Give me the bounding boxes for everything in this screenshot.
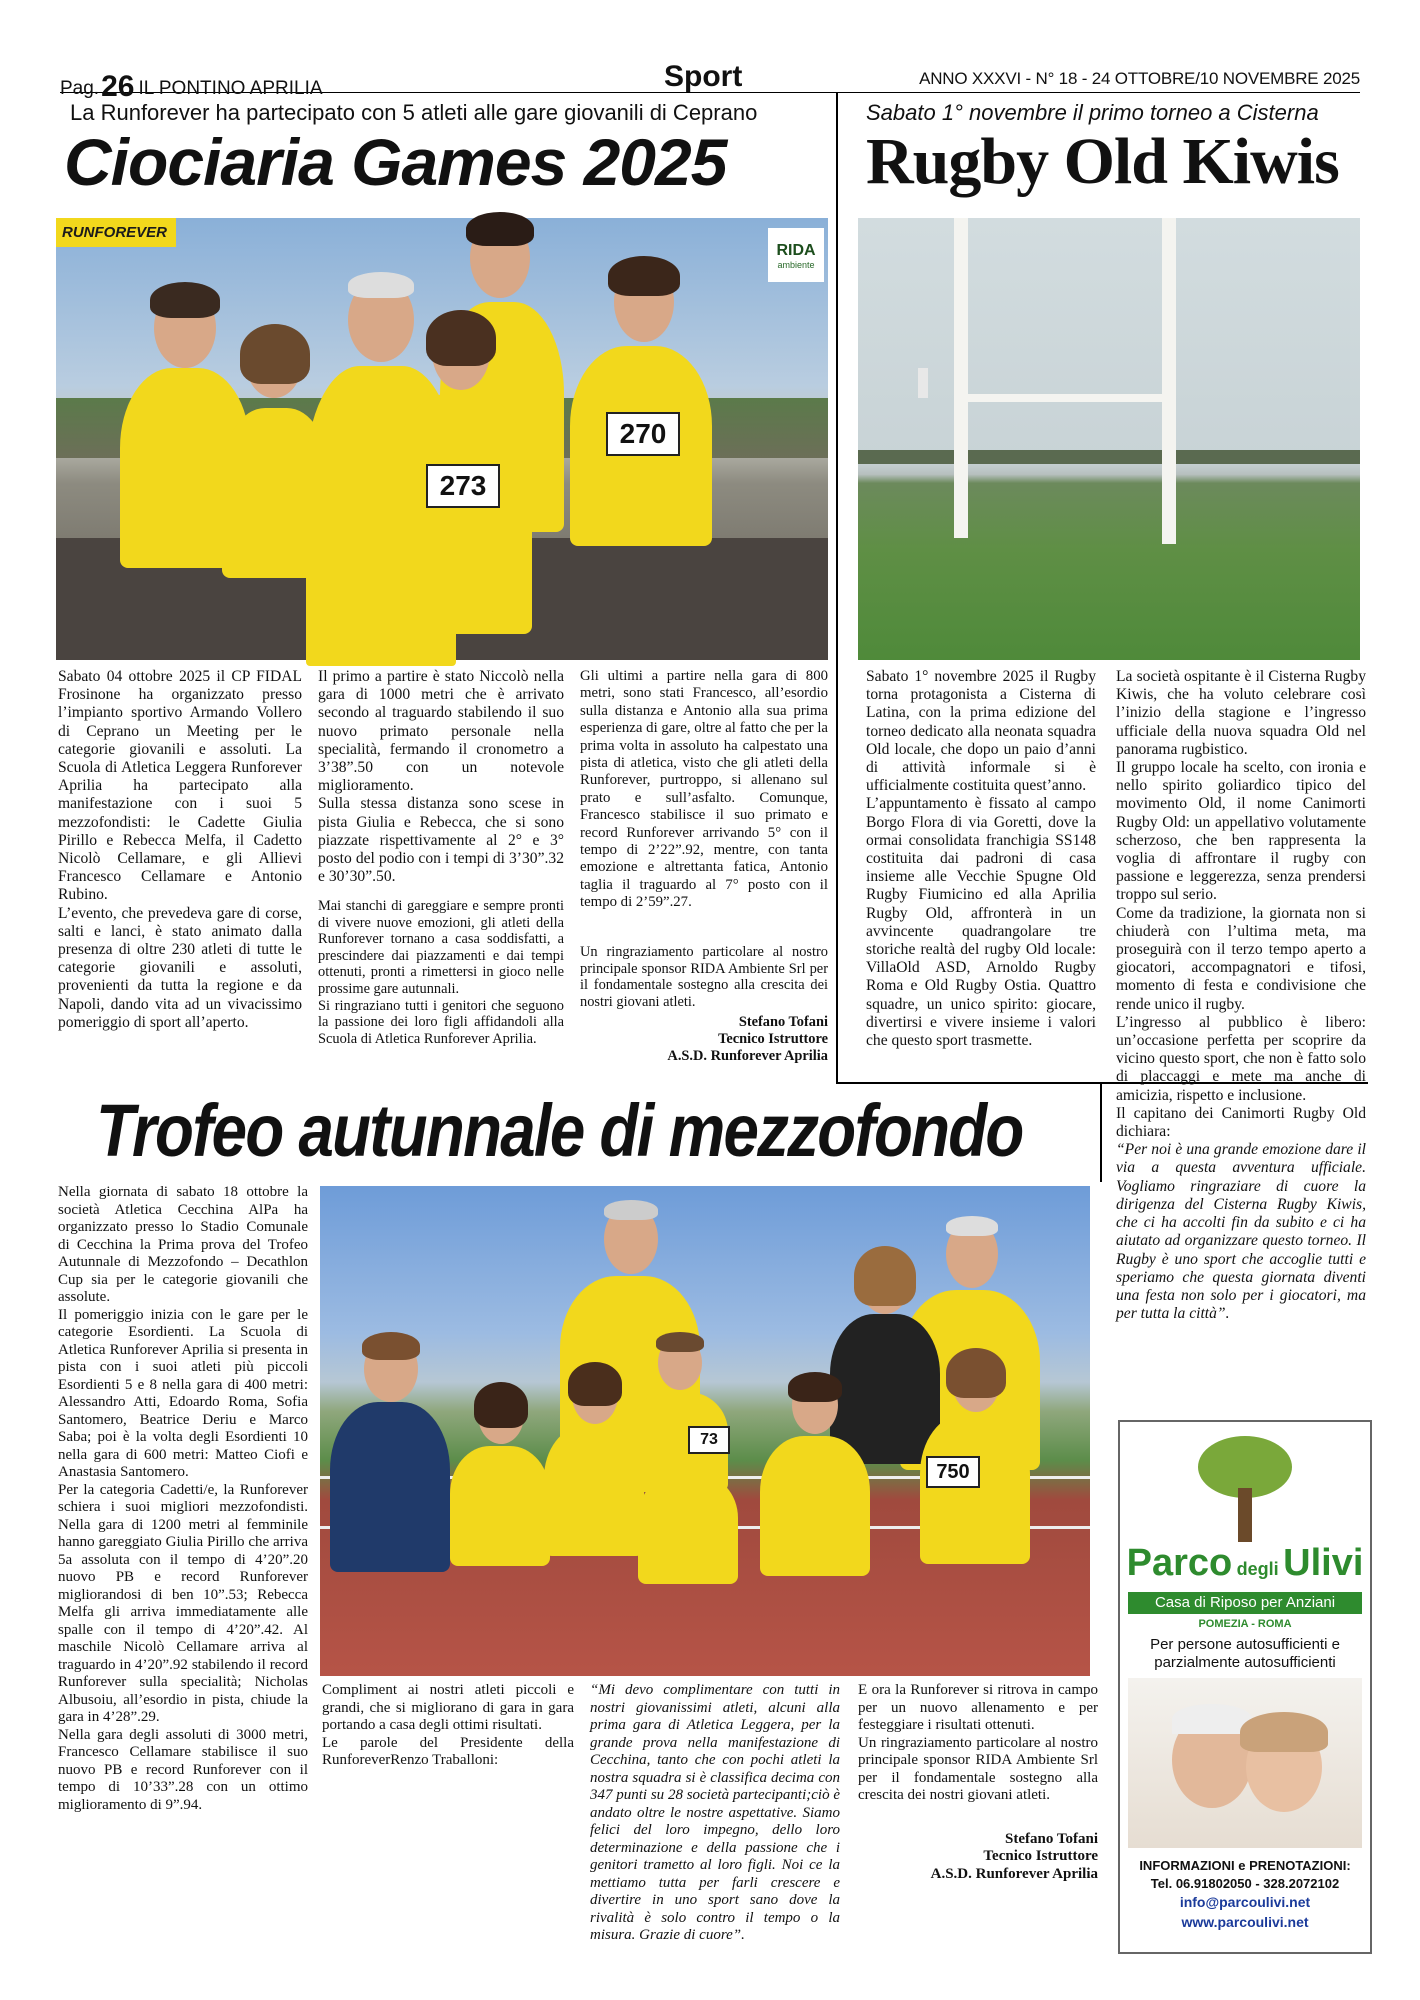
goal-post-right (1162, 218, 1176, 544)
ad-brand-1: Parco (1126, 1542, 1233, 1584)
article3-sig-name: Stefano Tofani (1005, 1830, 1098, 1847)
article1-col2 (318, 668, 564, 886)
ad-brand (1126, 1542, 1364, 1585)
article3-photo (320, 1186, 1090, 1676)
article3-sig-club: A.S.D. Runforever Aprilia (930, 1865, 1098, 1882)
article3-sig-role: Tecnico Istruttore (983, 1848, 1098, 1864)
ad-info-label: INFORMAZIONI e PRENOTAZIONI: (1139, 1858, 1351, 1873)
article3-p5: Compliment ai nostri atleti piccoli e grandi, che si migliorano di gara in gara portando a casa degli ottimi risultati. (322, 1682, 574, 1733)
rida-logo-text: RIDA (776, 242, 816, 259)
ad-email[interactable]: info@parcoulivi.net (1179, 1894, 1311, 1910)
article1-p1: Sabato 04 ottobre 2025 il CP FIDAL Frosinone ha organizzato presso l’impianto sportivo Armando Vollero di Ceprano un Meeting per le categorie giovanili e assoluti. La Scuola di Atletica Leggera Runforever Aprilia ha partecipato alla manifestazione con i suoi 5 mezzofondisti: le Cadette Giulia Pirillo e Rebecca Melfa, il Cadetto Nicolò Cellamare, e gli Allievi Francesco Cellamare e Antonio Rubino. (58, 668, 302, 904)
article1-kicker: La Runforever ha partecipato con 5 atleti alle gare giovanili di Ceprano (70, 100, 758, 125)
article1-sig-role: Tecnico Istruttore (718, 1030, 828, 1047)
ad-tagline: Casa di Riposo per Anziani (1128, 1592, 1362, 1614)
goal-crossbar (954, 394, 1176, 402)
article1-photo (56, 218, 828, 660)
article2-p3: La società ospitante è il Cisterna Rugby Kiwis, che ha voluto celebrare così l’inizio della stagione e l’ingresso ufficiale della nuova squadra Old nel panorama rugbistico. (1116, 668, 1366, 758)
ad-desc: Per persone autosufficienti e parzialmente autosufficienti (1150, 1636, 1340, 1671)
ad-location: POMEZIA - ROMA (1198, 1618, 1292, 1630)
child-5 (628, 1336, 728, 1596)
article1-col3-lower (580, 944, 828, 1064)
article2-col1 (866, 668, 1096, 1050)
article3-quote: “Mi devo complimentare con tutti in nostri giovanissimi atleti, alcuni alla prima gara di Atletica Leggera, per la grande prova nella manifestazione di Cecchina, tanto che con pochi atleti la nostra squadra si è classifica decima con 347 punti su 28 società partecipanti;ciò è andato oltre le nostre aspettative. Siamo felici del loro impegno, dello loro determinazione e della passione che i genitori trametto al loro figli. Noi ce la mettiamo tutta per farli crescere e divertire in uno sport sano dove la rivalità è solo contro il tempo o la misura. Grazie di cuore”. (590, 1682, 840, 1943)
child-1 (330, 1336, 450, 1656)
athlete-4 (386, 314, 536, 664)
child-6 (760, 1376, 870, 1656)
athlete-5 (566, 262, 716, 662)
treeline (858, 450, 1360, 464)
runforever-logo-text: RUNFOREVER (56, 218, 176, 247)
ad-website[interactable]: www.parcoulivi.net (1181, 1914, 1309, 1930)
bib-273: 273 (426, 464, 500, 508)
article2-p2: L’appuntamento è fissato al campo Borgo Flora di via Goretti, dove la ormai consolidata franchigia SS148 costituita dai padroni di casa insieme alle Vecchie Spugne Old Rugby Fiumicino ed alla Aprilia Rugby Old, affronterà in un avvincente quadrangolare tre storiche realtà del rugby Old locale: VillaOld ASD, Arnoldo Rugby Roma e Old Rugby Ostia. Quattro squadre, un unico spirito: giocare, divertirsi e vivere insieme i valori che questo sport trasmette. (866, 795, 1096, 1050)
article1-p5: Gli ultimi a partire nella gara di 800 metri, sono stati Francesco, all’esordio sulla distanza e Antonio alla sua prima esperienza di gare, oltre al fatto che per la prima volta in assoluto ha calpestato una pista di atletica, visto che gli atleti della Runforever, purtroppo, si allenano sul prato e sull’asfalto. Comunque, Francesco stabilisce il suo primato e record Runforever arrivando 5° con il tempo di 2’22”.92, mentre, con tanta emozione e altrettanta fatica, Antonio taglia il traguardo al 7° posto con il tempo di 2’59”.27. (580, 668, 828, 911)
article3-p6: Le parole del Presidente della RunforeverRenzo Traballoni: (322, 1734, 574, 1768)
article2-col2 (1116, 668, 1366, 1323)
bib-73: 73 (688, 1426, 730, 1454)
article3-col2 (322, 1682, 574, 1770)
bib-270: 270 (606, 412, 680, 456)
article1-col3 (580, 668, 828, 912)
elderly-couple-photo (1128, 1678, 1362, 1848)
rida-logo (768, 228, 824, 282)
article3-title: Trofeo autunnale di mezzofondo (96, 1089, 1023, 1172)
article1-col2-lower (318, 898, 564, 1047)
article2-p7: Il capitano dei Canimorti Rugby Old dichiara: (1116, 1104, 1366, 1141)
publication-name: IL PONTINO APRILIA (138, 78, 323, 99)
section-title: Sport (664, 60, 743, 93)
article3-col1 (58, 1184, 308, 1814)
article1-sig-name: Stefano Tofani (738, 1014, 828, 1031)
column-divider-2 (1100, 1082, 1102, 1182)
article2-kicker: Sabato 1° novembre il primo torneo a Cisterna (866, 100, 1319, 125)
article1-title: Ciociaria Games 2025 (64, 125, 727, 199)
bib-750: 750 (926, 1456, 980, 1488)
article2-quote: “Per noi è una grande emozione dare il via a questa avventura ufficiale. Vogliamo ringraziare di cuore la dirigenza del Cisterna Rugby Kiwis, che ci ha accolti fin da subito e ci ha aiutato ad organizzare questo torneo. Il Rugby è uno sport che accoglie tutti e speriamo che questa giornata diventi una festa non solo per i giocatori, ma per tutta la città”. (1116, 1141, 1366, 1323)
page-header (60, 60, 1360, 103)
article3-p3: Per la categoria Cadetti/e, la Runforever schiera i suoi migliori mezzofondisti. Nella gara di 1200 metri al femminile hanno gareggiato Giulia Pirillo che arriva 5a assoluta con il tempo di 4’20”.20 nuovo PB e record Runforever migliorandosi di ben 10”.53; Rebecca Melfa gli arriva immediatamente alle spalle con il tempo di 4’20”.42. Al maschile Nicolò Cellamare arriva al traguardo in 4’20”.92 stabilendo il record Runforever sulla specialità; Nicholas Albusoiu, all’esordio in pista, chiude la gara in 4’28”.29. (58, 1481, 308, 1725)
article1-p3: Il primo a partire è stato Niccolò nella gara di 1000 metri che è arrivato secondo al traguardo stabilendo il suo nuovo primato personale nella specialità, fermando il cronometro a 3’38”.50 con un notevole miglioramento. (318, 668, 564, 795)
article2-p4: Il gruppo locale ha scelto, con ironia e nello spirito goliardico tipico del movimento Old, il nome Canimorti Rugby Old: un appellativo volutamente scherzoso, che ben rappresenta la voglia di affrontare il rugby con passione e leggerezza, senza prendersi troppo sul serio. (1116, 759, 1366, 904)
article3-p1: Nella giornata di sabato 18 ottobre la società Atletica Cecchina AlPa ha organizzato presso lo Stadio Comunale di Cecchina la Prima prova del Trofeo Autunnale di Mezzofondo – Decathlon Cup sia per le categorie giovanili che assolute. (58, 1184, 308, 1305)
article2-p1: Sabato 1° novembre 2025 il Rugby torna protagonista a Cisterna di Latina, con la prima edizione del torneo dedicato alla neonata squadra Old locale, che dopo un paio d’anni di attività informale si è ufficialmente costituita quest’anno. (866, 668, 1096, 795)
article3-p2: Il pomeriggio inizia con le gare per le categorie Esordienti. La Scuola di Atletica Runforever Aprilia si presenta in pista con i suoi atleti più piccoli Esordienti 5 e 8 nella gara di 400 metri: Alessandro Atti, Edoardo Roma, Sofia Santomero, Beatrice Deriu e Marco Saba; poi è la volta degli Esordienti 10 nella gara di 600 metri: Matteo Ciofi e Anastasia Santomero. (58, 1306, 308, 1480)
article1-p4: Sulla stessa distanza sono scese in pista Giulia e Rebecca, che si sono piazzate rispettivamente al 2° e 3° posto del podio con i tempi di 3’30”.32 e 30’30”.50. (318, 795, 564, 886)
page-label (60, 68, 323, 102)
article3-p4: Nella gara degli assoluti di 3000 metri, Francesco Cellamare stabilisce il suo nuovo PB e record Runforever con il tempo di 10’33”.28 con un ottimo miglioramento di 9”.94. (58, 1726, 308, 1813)
child-2 (450, 1386, 550, 1656)
article1-p6: Mai stanchi di gareggiare e sempre pronti di vivere nuove emozioni, gli atleti della Runforever tornano a casa soddisfatti, a prescindere dai piazzamenti e dai tempi ottenuti, pronti a rimettersi in gioco nelle prossime gare autunnali. (318, 898, 564, 997)
article2-title: Rugby Old Kiwis (866, 125, 1339, 198)
article1-p2: L’evento, che prevedeva gare di corse, salti e lanci, è stato animato dalla presenza di oltre 230 atleti di tutte le categorie giovanili e assoluti, provenienti da tutta la regione e da Napoli, dando vita ad un vivacissimo pomeriggio di sport all’aperto. (58, 904, 302, 1031)
goal-post-left (954, 218, 968, 538)
olive-tree-icon (1186, 1436, 1304, 1544)
ad-brand-2: degli (1236, 1559, 1279, 1579)
ad-brand-3: Ulivi (1283, 1542, 1364, 1584)
article3-col4 (858, 1682, 1098, 1883)
column-divider (836, 92, 838, 1082)
article3-p8: Un ringraziamento particolare al nostro principale sponsor RIDA Ambiente Srl per il fondamentale sostegno alla crescita dei nostri giovani atleti. (858, 1734, 1098, 1803)
rugby-field-photo (858, 218, 1360, 660)
parco-ulivi-ad[interactable] (1118, 1420, 1372, 1954)
pag-label: Pag. (60, 78, 100, 99)
child-7 (920, 1352, 1030, 1652)
page-number: 26 (101, 70, 135, 103)
article3-p7: E ora la Runforever si ritrova in campo per un nuovo allenamento e per festeggiare i risultati ottenuti. (858, 1682, 1098, 1733)
article1-p8: Un ringraziamento particolare al nostro principale sponsor RIDA Ambiente Srl per il fondamentale sostegno alla crescita dei nostri giovani atleti. (580, 944, 828, 1010)
article2-p6: L’ingresso al pubblico è libero: un’occasione perfetta per scoprire da vicino questo sport, che non è fatto solo di placcaggi e mete ma anche di amicizia, rispetto e inclusione. (1116, 1013, 1366, 1104)
runforever-logo (56, 218, 176, 258)
issue-info: ANNO XXXVI - N° 18 - 24 OTTOBRE/10 NOVEMBRE 2025 (919, 69, 1360, 88)
article1-col1 (58, 668, 302, 1032)
article1-sig-club: A.S.D. Runforever Aprilia (667, 1047, 828, 1064)
rida-logo-sub: ambiente (777, 260, 815, 270)
ad-phone[interactable]: Tel. 06.91802050 - 328.2072102 (1150, 1876, 1340, 1891)
article2-p5: Come da tradizione, la giornata non si chiuderà con l’ultima meta, ma proseguirà con il terzo tempo aperto a giocatori, accompagnatori e tifosi, momento di festa e condivisione che rende unico il rugby. (1116, 904, 1366, 1013)
article1-p7: Si ringraziano tutti i genitori che seguono la passione dei loro figli affidandoli alla Scuola di Atletica Runforever Aprilia. (318, 997, 564, 1047)
